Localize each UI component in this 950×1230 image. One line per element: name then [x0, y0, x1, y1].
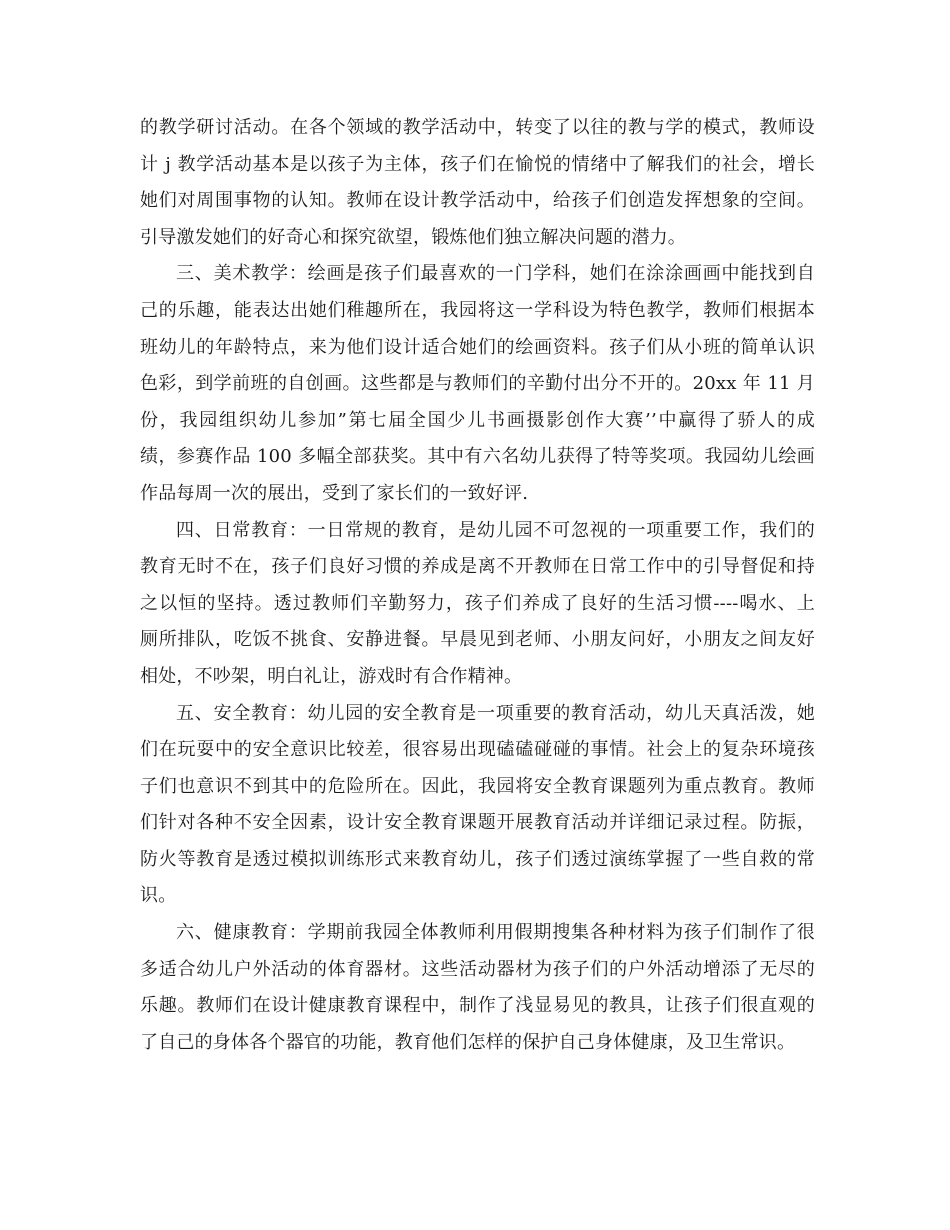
text-line: 色彩，到学前班的自创画。这些都是与教师们的辛勤付出分不开的。20xx 年 11 月: [140, 373, 815, 395]
text-line: 己的乐趣，能表达出她们稚趣所在，我园将这一学科设为特色教学，教师们根据本: [140, 299, 815, 321]
text-line: 教育无时不在，孩子们良好习惯的养成是离不开教师在日常工作中的引导督促和持: [140, 556, 815, 578]
text-line: 们针对各种不安全因素，设计安全教育课题开展教育活动并详细记录过程。防振，: [140, 812, 815, 834]
text-line: 了自己的身体各个器官的功能，教育他们怎样的保护自己身体健康，及卫生常识。: [140, 1031, 796, 1053]
paragraph-heading-line: 四、日常教育：一日常规的教育，是幼儿园不可忽视的一项重要工作，我们的: [176, 519, 815, 541]
paragraph-heading-line: 六、健康教育：学期前我园全体教师利用假期搜集各种材料为孩子们制作了很: [176, 922, 815, 944]
text-line: 们在玩耍中的安全意识比较差，很容易出现磕磕碰碰的事情。社会上的复杂环境孩: [140, 739, 815, 761]
text-line: 多适合幼儿户外活动的体育器材。这些活动器材为孩子们的户外活动增添了无尽的: [140, 958, 815, 980]
text-line: 识。: [140, 885, 177, 907]
text-line: 计 j 教学活动基本是以孩子为主体，孩子们在愉悦的情绪中了解我们的社会，增长: [140, 153, 815, 175]
text-line: 厕所排队，吃饭不挑食、安静进餐。早晨见到老师、小朋友问好，小朋友之间友好: [140, 629, 815, 651]
paragraph-heading-line: 五、安全教育：幼儿园的安全教育是一项重要的教育活动，幼儿天真活泼，她: [176, 702, 815, 724]
text-line: 乐趣。教师们在设计健康教育课程中，制作了浅显易见的教具，让孩子们很直观的: [140, 995, 815, 1017]
text-line: 她们对周围事物的认知。教师在设计教学活动中，给孩子们创造发挥想象的空间。: [140, 190, 815, 212]
text-line: 引导激发她们的好奇心和探究欲望，锻炼他们独立解决问题的潜力。: [140, 226, 686, 248]
text-line: 相处，不吵架，明白礼让，游戏时有合作精神。: [140, 665, 523, 687]
text-line: 的教学研讨活动。在各个领域的教学活动中，转变了以往的教与学的模式，教师设: [140, 117, 815, 138]
text-line: 班幼儿的年龄特点，来为他们设计适合她们的绘画资料。孩子们从小班的简单认识: [140, 336, 815, 358]
text-line: 份，我园组织幼儿参加”第七届全国少儿书画摄影创作大赛’’中赢得了骄人的成: [140, 409, 815, 431]
text-line: 作品每周一次的展出，受到了家长们的一致好评.: [140, 482, 529, 504]
document-body: [140, 110, 815, 1061]
text-line: 绩，参赛作品 100 多幅全部获奖。其中有六名幼儿获得了特等奖项。我园幼儿绘画: [140, 446, 815, 468]
text-line: 防火等教育是透过模拟训练形式来教育幼儿，孩子们透过演练掌握了一些自救的常: [140, 848, 815, 870]
text-line: 子们也意识不到其中的危险所在。因此，我园将安全教育课题列为重点教育。教师: [140, 775, 815, 797]
text-line: 之以恒的坚持。透过教师们辛勤努力，孩子们养成了良好的生活习惯----喝水、上: [140, 592, 815, 614]
paragraph-heading-line: 三、美术教学：绘画是孩子们最喜欢的一门学科，她们在涂涂画画中能找到自: [176, 263, 815, 285]
